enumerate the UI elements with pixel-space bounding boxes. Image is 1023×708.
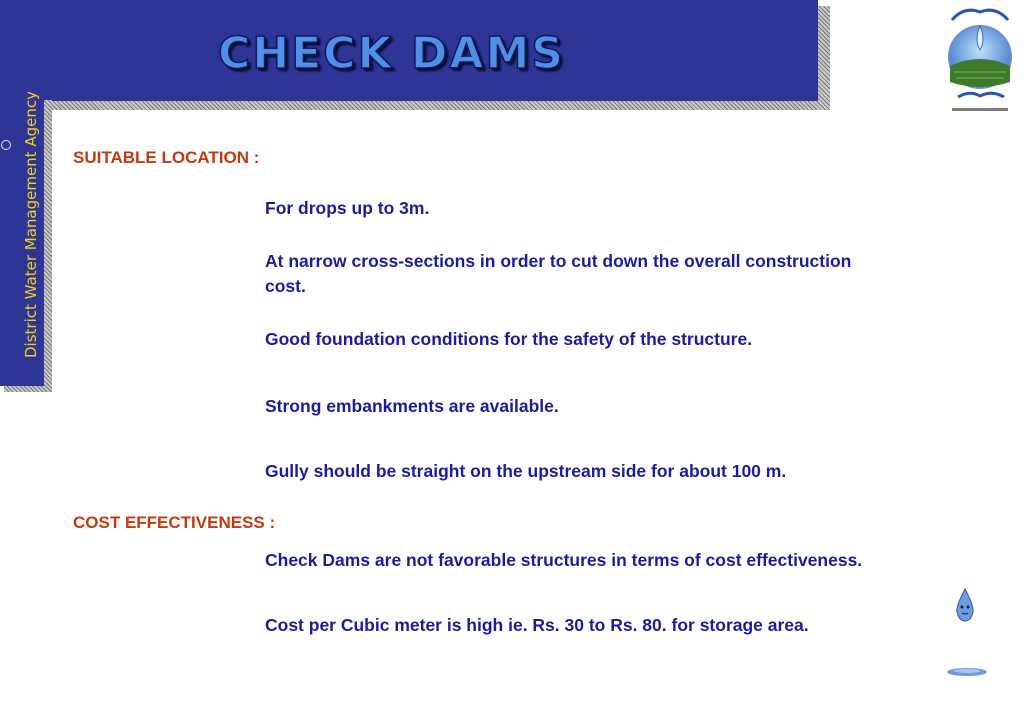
water-conservation-emblem-icon bbox=[944, 2, 1016, 118]
location-point: At narrow cross-sections in order to cut down the overall construction cost. bbox=[265, 251, 852, 296]
location-point: Strong embankments are available. bbox=[265, 396, 559, 416]
section-heading-suitable-location: SUITABLE LOCATION : bbox=[73, 148, 260, 167]
water-puddle-icon bbox=[946, 664, 988, 678]
cost-point: Check Dams are not favorable structures in terms of cost effectiveness. bbox=[265, 550, 863, 570]
water-drop-icon bbox=[953, 588, 977, 622]
sidebar-label: District Water Management Agency bbox=[22, 91, 40, 358]
cost-point: Cost per Cubic meter is high ie. Rs. 30 to Rs. 80. for storage area. bbox=[265, 615, 809, 635]
location-point: Good foundation conditions for the safety of the structure. bbox=[265, 329, 753, 349]
section-heading-cost-effectiveness: COST EFFECTIVENESS : bbox=[73, 513, 276, 532]
location-point: For drops up to 3m. bbox=[265, 198, 430, 218]
location-point: Gully should be straight on the upstream side for about 100 m. bbox=[265, 461, 787, 481]
page-title: CHECK DAMS bbox=[218, 28, 565, 79]
registered-mark-icon bbox=[1, 140, 11, 150]
